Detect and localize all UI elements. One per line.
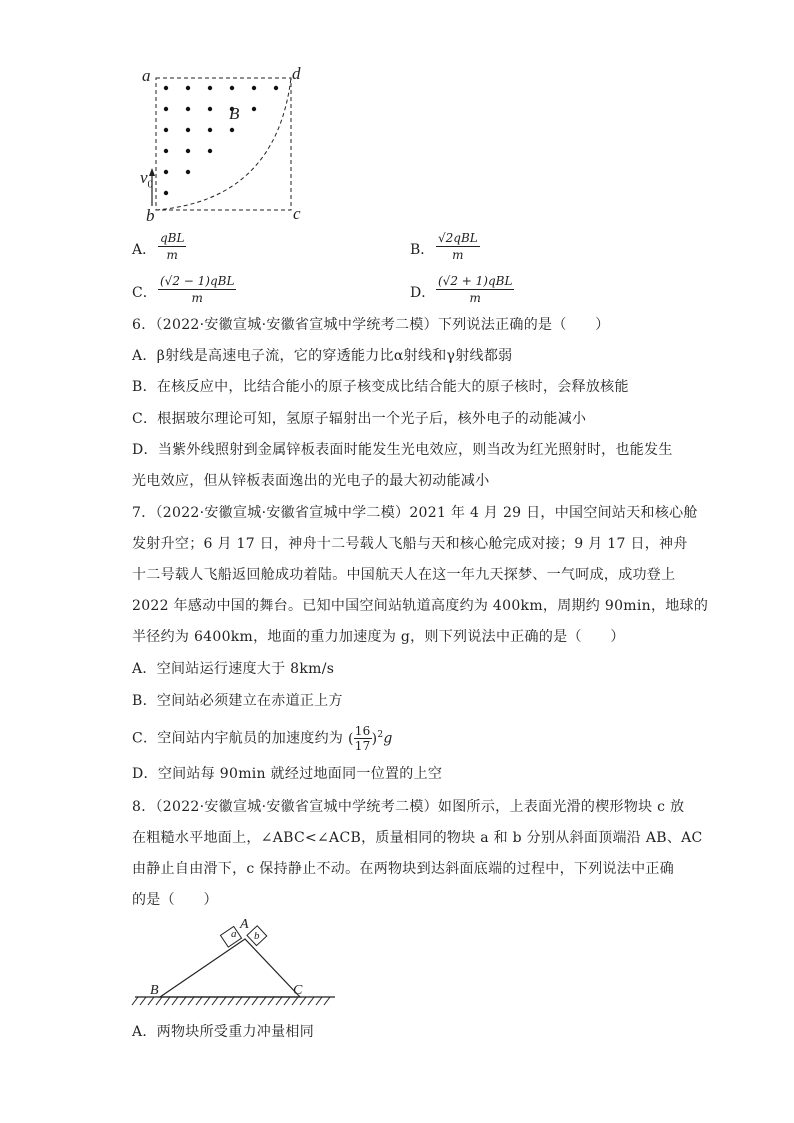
q7-line1: 7．（2022·安徽宣城·安徽省宣城中学二模）2021 年 4 月 29 日，中国空间站天和核心舱 (132, 505, 698, 521)
q5-option-d-letter: D． (410, 285, 436, 301)
label-vertex-C: C (293, 983, 303, 998)
label-block-b: b (254, 930, 260, 942)
field-dot (252, 86, 256, 90)
ground-hatch (308, 997, 314, 1005)
field-dot (186, 149, 190, 153)
ground-hatch (252, 997, 258, 1005)
field-dot (186, 128, 190, 132)
q6-option-d-line1: D．当紫外线照射到金属锌板表面时能发生光电效应，则当改为红光照射时，也能发生 (132, 442, 673, 458)
q5-option-b-fraction: √2qBL m (438, 231, 478, 262)
label-d: d (292, 64, 301, 83)
ground-hatch (276, 997, 282, 1005)
label-field-B: B (229, 104, 240, 123)
ground-hatch (244, 997, 250, 1005)
ground-hatch (316, 997, 322, 1005)
label-v0: $v_0$ (140, 168, 154, 191)
q5-option-d-fraction: (√2 + 1)qBL m (438, 274, 513, 305)
field-dot (230, 86, 234, 90)
field-dot (164, 86, 168, 90)
q7-option-b: B．空间站必须建立在赤道正上方 (132, 693, 343, 709)
q6-option-a: A．β射线是高速电子流，它的穿透能力比α射线和γ射线都弱 (132, 348, 513, 364)
ground-hatch (228, 997, 234, 1005)
q6-option-c: C．根据玻尔理论可知，氢原子辐射出一个光子后，核外电子的动能减小 (132, 411, 587, 427)
label-a: a (142, 66, 151, 85)
field-dot (208, 128, 212, 132)
field-dot (252, 107, 256, 111)
ground-hatch (204, 997, 210, 1005)
q8-line1: 8．（2022·安徽宣城·安徽省宣城中学统考二模）如图所示，上表面光滑的楔形物块 c 放 (132, 799, 685, 815)
ground-hatch (164, 997, 170, 1005)
field-dot (164, 128, 168, 132)
field-dot (208, 107, 212, 111)
field-dot (208, 149, 212, 153)
q6-option-d-line2: 光电效应，但从锌板表面逸出的光电子的最大初动能减小 (132, 473, 490, 489)
q5-option-c-letter: C． (132, 285, 157, 301)
q8-line4: 的是（ ） (132, 892, 218, 908)
q5-option-b-letter: B． (410, 242, 435, 258)
field-dot (164, 149, 168, 153)
field-dot (186, 86, 190, 90)
ground-hatch (268, 997, 274, 1005)
ground-hatch (132, 997, 138, 1005)
q8-line2: 在粗糙水平地面上，∠ABC<∠ACB，质量相同的物块 a 和 b 分别从斜面顶端沿 AB、AC (132, 830, 703, 846)
ground-hatch (196, 997, 202, 1005)
q5-option-c-fraction: (√2 − 1)qBL m (160, 274, 235, 305)
q7-line4: 2022 年感动中国的舞台。已知中国空间站轨道高度约为 400km，周期约 90min，地球的 (132, 598, 709, 614)
field-dot (164, 191, 168, 195)
q8-option-a: A．两物块所受重力冲量相同 (132, 1024, 315, 1040)
field-dot (230, 128, 234, 132)
field-dot (164, 170, 168, 174)
label-vertex-B: B (150, 983, 159, 998)
field-dot (164, 107, 168, 111)
q7-line5: 半径约为 6400km，地面的重力加速度为 g，则下列说法中正确的是（ ） (132, 629, 625, 645)
field-dot (274, 86, 278, 90)
ground-hatch (324, 997, 330, 1005)
label-c: c (293, 204, 301, 223)
label-vertex-A: A (240, 917, 249, 932)
ground-hatch (236, 997, 242, 1005)
magnetic-field-figure (136, 60, 316, 230)
q8-line3: 由静止自由滑下，c 保持静止不动。在两物块到达斜面底端的过程中，下列说法中正确 (132, 861, 674, 877)
label-b: b (146, 206, 155, 225)
ground-hatch (212, 997, 218, 1005)
ground-hatch (188, 997, 194, 1005)
ground-hatch (284, 997, 290, 1005)
q5-option-a-fraction: qBL m (160, 231, 185, 262)
q7-option-c: C．空间站内宇航员的加速度约为 ( $\frac{16}{17}$ )$^2$g (132, 724, 393, 753)
q7-option-d: D．空间站每 90min 就经过地面同一位置的上空 (132, 766, 443, 782)
q6-option-b: B．在核反应中，比结合能小的原子核变成比结合能大的原子核时，会释放核能 (132, 379, 629, 395)
field-dot (186, 170, 190, 174)
q5-option-a-letter: A． (132, 242, 157, 258)
label-block-a: a (231, 928, 237, 940)
q7-line2: 发射升空；6 月 17 日，神舟十二号载人飞船与天和核心舱完成对接；9 月 17 日，神舟 (132, 536, 688, 552)
q6-stem: 6．（2022·安徽宣城·安徽省宣城中学统考二模）下列说法正确的是（ ） (132, 317, 610, 333)
ground-hatch (140, 997, 146, 1005)
field-dot (186, 107, 190, 111)
ground-hatch (172, 997, 178, 1005)
q7-option-a: A．空间站运行速度大于 8km/s (132, 661, 335, 677)
field-dot (208, 86, 212, 90)
ground-hatch (260, 997, 266, 1005)
ground-hatch (180, 997, 186, 1005)
q7-line3: 十二号载人飞船返回舱成功着陆。中国航天人在这一年九天探梦、一气呵成，成功登上 (132, 567, 676, 583)
ground-hatch (220, 997, 226, 1005)
